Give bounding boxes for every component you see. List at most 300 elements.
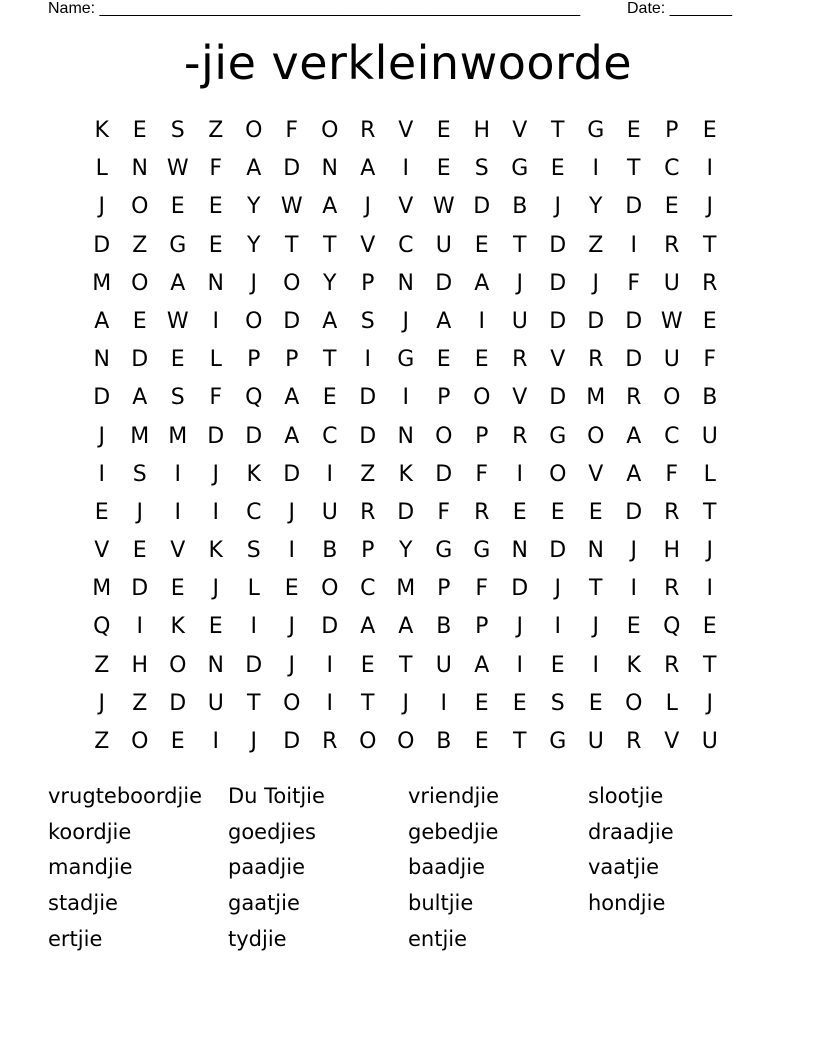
grid-letter[interactable]: I <box>402 156 410 182</box>
grid-letter[interactable]: E <box>474 729 490 754</box>
grid-letter[interactable]: D <box>549 232 567 258</box>
grid-letter[interactable]: K <box>626 652 642 678</box>
grid-letter[interactable]: K <box>208 538 224 564</box>
grid-letter[interactable]: C <box>664 423 680 449</box>
grid-letter[interactable]: N <box>587 538 605 564</box>
grid-letter[interactable]: T <box>703 652 717 678</box>
grid-letter[interactable]: Q <box>663 614 681 640</box>
grid-letter[interactable]: P <box>361 270 375 296</box>
grid-letter[interactable]: G <box>549 423 567 449</box>
grid-letter[interactable]: T <box>703 232 717 258</box>
grid-letter[interactable]: J <box>706 194 714 220</box>
word-list-item: tydjie <box>228 926 287 951</box>
grid-letter[interactable]: Q <box>245 385 263 411</box>
grid-letter[interactable]: I <box>326 690 334 716</box>
grid-letter[interactable]: J <box>402 690 410 716</box>
grid-letter[interactable]: Z <box>94 652 110 678</box>
grid-letter[interactable]: E <box>626 118 642 143</box>
grid-letter[interactable]: E <box>132 118 148 143</box>
grid-letter[interactable]: A <box>322 308 338 334</box>
grid-letter[interactable]: J <box>592 614 600 640</box>
grid-letter[interactable]: Y <box>399 538 413 564</box>
grid-letter[interactable]: E <box>322 385 338 411</box>
grid-letter[interactable]: A <box>360 614 376 640</box>
grid-letter[interactable]: V <box>588 461 604 487</box>
grid-letter[interactable]: F <box>703 347 717 373</box>
grid-letter[interactable]: W <box>166 308 190 334</box>
grid-letter[interactable]: J <box>554 576 562 602</box>
grid-letter[interactable]: M <box>130 423 150 449</box>
grid-letter[interactable]: T <box>361 690 375 716</box>
grid-letter[interactable]: R <box>664 232 680 258</box>
page-title: -jie verkleinwoorde <box>183 36 633 90</box>
grid-letter[interactable]: J <box>98 690 106 716</box>
grid-letter[interactable]: S <box>170 118 186 143</box>
grid-letter[interactable]: L <box>247 576 261 602</box>
grid-letter[interactable]: I <box>136 614 144 640</box>
grid-letter[interactable]: D <box>511 576 529 602</box>
grid-letter[interactable]: A <box>360 156 376 182</box>
grid-letter[interactable]: E <box>702 118 718 143</box>
grid-letter[interactable]: P <box>475 614 489 640</box>
grid-letter[interactable]: K <box>398 461 414 487</box>
grid-letter[interactable]: D <box>625 308 643 334</box>
grid-letter[interactable]: D <box>283 461 301 487</box>
grid-letter[interactable]: F <box>665 461 679 487</box>
grid-letter[interactable]: Z <box>588 232 604 258</box>
grid-letter[interactable]: O <box>473 385 491 411</box>
grid-letter[interactable]: D <box>93 385 111 411</box>
grid-letter[interactable]: D <box>359 423 377 449</box>
grid-letter[interactable]: Y <box>589 194 603 220</box>
grid-letter[interactable]: G <box>473 538 491 564</box>
grid-letter[interactable]: E <box>132 538 148 564</box>
grid-letter[interactable]: O <box>663 385 681 411</box>
grid-letter[interactable]: N <box>131 156 149 182</box>
grid-letter[interactable]: J <box>706 538 714 564</box>
grid-letter[interactable]: V <box>94 538 110 564</box>
grid-letter[interactable]: E <box>702 308 718 334</box>
grid-letter[interactable]: J <box>516 270 524 296</box>
grid-letter[interactable]: E <box>170 347 186 373</box>
grid-letter[interactable]: U <box>587 729 605 754</box>
grid-letter[interactable]: J <box>212 576 220 602</box>
grid-letter[interactable]: T <box>627 156 641 182</box>
grid-letter[interactable]: Y <box>247 232 261 258</box>
grid-letter[interactable]: J <box>554 194 562 220</box>
grid-letter[interactable]: M <box>168 423 188 449</box>
grid-letter[interactable]: K <box>246 461 262 487</box>
grid-letter[interactable]: J <box>136 499 144 525</box>
grid-letter[interactable]: I <box>212 729 220 754</box>
grid-letter[interactable]: H <box>473 118 491 143</box>
grid-letter[interactable]: T <box>589 576 603 602</box>
grid-letter[interactable]: A <box>284 385 300 411</box>
grid-letter[interactable]: H <box>131 652 149 678</box>
grid-letter[interactable]: N <box>321 156 339 182</box>
grid-letter[interactable]: D <box>283 308 301 334</box>
grid-letter[interactable]: G <box>549 729 567 754</box>
grid-letter[interactable]: I <box>326 461 334 487</box>
grid-letter[interactable]: R <box>626 729 642 754</box>
grid-letter[interactable]: S <box>550 690 566 716</box>
grid-letter[interactable]: G <box>511 156 529 182</box>
grid-letter[interactable]: U <box>511 308 529 334</box>
grid-letter[interactable]: R <box>474 499 490 525</box>
grid-letter[interactable]: T <box>323 232 337 258</box>
grid-letter[interactable]: O <box>625 690 643 716</box>
grid-letter[interactable]: V <box>398 194 414 220</box>
grid-letter[interactable]: J <box>288 652 296 678</box>
grid-letter[interactable]: J <box>630 538 638 564</box>
grid-letter[interactable]: C <box>360 576 376 602</box>
grid-letter[interactable]: B <box>322 538 338 564</box>
grid-letter[interactable]: K <box>94 118 110 143</box>
grid-letter[interactable]: I <box>706 576 714 602</box>
grid-letter[interactable]: O <box>131 729 149 754</box>
grid-letter[interactable]: I <box>326 652 334 678</box>
grid-letter[interactable]: S <box>170 385 186 411</box>
word-list-item: vaatjie <box>588 855 659 880</box>
word-search-grid <box>83 112 729 761</box>
grid-letter[interactable]: E <box>588 499 604 525</box>
grid-letter[interactable]: E <box>474 690 490 716</box>
grid-letter[interactable]: E <box>436 118 452 143</box>
grid-letter[interactable]: Y <box>323 270 337 296</box>
grid-letter[interactable]: H <box>663 538 681 564</box>
grid-letter[interactable]: V <box>664 729 680 754</box>
grid-letter[interactable]: C <box>322 423 338 449</box>
grid-letter[interactable]: D <box>283 729 301 754</box>
grid-letter[interactable]: O <box>397 729 415 754</box>
grid-letter[interactable]: J <box>212 461 220 487</box>
grid-letter[interactable]: Z <box>208 118 224 143</box>
grid-letter[interactable]: I <box>478 308 486 334</box>
grid-letter[interactable]: E <box>436 347 452 373</box>
grid-letter[interactable]: D <box>245 652 263 678</box>
grid-letter[interactable]: D <box>169 690 187 716</box>
grid-letter[interactable]: I <box>364 347 372 373</box>
grid-letter[interactable]: L <box>665 690 679 716</box>
grid-letter[interactable]: D <box>625 194 643 220</box>
grid-letter[interactable]: U <box>701 423 719 449</box>
grid-letter[interactable]: S <box>132 461 148 487</box>
grid-letter[interactable]: F <box>285 118 299 143</box>
grid-letter[interactable]: S <box>360 308 376 334</box>
grid-letter[interactable]: L <box>95 156 109 182</box>
grid-letter[interactable]: F <box>475 461 489 487</box>
grid-letter[interactable]: J <box>288 499 296 525</box>
grid-letter[interactable]: I <box>592 156 600 182</box>
grid-letter[interactable]: D <box>473 194 491 220</box>
grid-letter[interactable]: D <box>549 385 567 411</box>
grid-letter[interactable]: E <box>132 308 148 334</box>
grid-letter[interactable]: F <box>209 156 223 182</box>
grid-letter[interactable]: V <box>170 538 186 564</box>
grid-letter[interactable]: O <box>587 423 605 449</box>
grid-letter[interactable]: E <box>170 194 186 220</box>
grid-letter[interactable]: G <box>169 232 187 258</box>
name-field-label[interactable]: Name: ______________________________________________________ <box>48 0 581 17</box>
grid-letter[interactable]: D <box>131 576 149 602</box>
grid-letter[interactable]: T <box>513 729 527 754</box>
grid-letter[interactable]: F <box>437 499 451 525</box>
grid-letter[interactable]: O <box>169 652 187 678</box>
grid-letter[interactable]: J <box>250 729 258 754</box>
grid-letter[interactable]: A <box>626 461 642 487</box>
grid-letter[interactable]: E <box>512 690 528 716</box>
grid-letter[interactable]: A <box>436 308 452 334</box>
grid-letter[interactable]: A <box>170 270 186 296</box>
grid-letter[interactable]: D <box>435 461 453 487</box>
grid-letter[interactable]: E <box>170 576 186 602</box>
grid-letter[interactable]: O <box>245 118 263 143</box>
grid-letter[interactable]: E <box>474 232 490 258</box>
grid-letter[interactable]: R <box>664 499 680 525</box>
grid-letter[interactable]: P <box>247 347 261 373</box>
grid-letter[interactable]: R <box>322 729 338 754</box>
grid-letter[interactable]: O <box>549 461 567 487</box>
grid-letter[interactable]: D <box>549 538 567 564</box>
grid-letter[interactable]: R <box>626 385 642 411</box>
grid-letter[interactable]: O <box>131 194 149 220</box>
grid-letter[interactable]: M <box>586 385 606 411</box>
grid-letter[interactable]: D <box>435 270 453 296</box>
word-list-item: entjie <box>408 926 468 951</box>
grid-letter[interactable]: U <box>207 690 225 716</box>
grid-letter[interactable]: O <box>435 423 453 449</box>
grid-letter[interactable]: E <box>512 499 528 525</box>
grid-letter[interactable]: O <box>283 690 301 716</box>
grid-letter[interactable]: V <box>360 232 376 258</box>
grid-letter[interactable]: P <box>437 385 451 411</box>
grid-letter[interactable]: E <box>588 690 604 716</box>
grid-letter[interactable]: Y <box>247 194 261 220</box>
grid-letter[interactable]: J <box>250 270 258 296</box>
grid-letter[interactable]: R <box>664 576 680 602</box>
grid-letter[interactable]: L <box>703 461 717 487</box>
grid-letter[interactable]: I <box>98 461 106 487</box>
grid-letter[interactable]: O <box>321 118 339 143</box>
grid-letter[interactable]: E <box>550 652 566 678</box>
grid-letter[interactable]: U <box>435 232 453 258</box>
grid-letter[interactable]: E <box>626 614 642 640</box>
grid-letter[interactable]: E <box>170 729 186 754</box>
grid-letter[interactable]: N <box>207 652 225 678</box>
grid-letter[interactable]: N <box>397 270 415 296</box>
grid-letter[interactable]: P <box>437 576 451 602</box>
grid-letter[interactable]: S <box>474 156 490 182</box>
grid-letter[interactable]: T <box>551 118 565 143</box>
grid-letter[interactable]: J <box>516 614 524 640</box>
grid-letter[interactable]: R <box>360 118 376 143</box>
grid-letter[interactable]: V <box>512 385 528 411</box>
grid-letter[interactable]: N <box>397 423 415 449</box>
grid-letter[interactable]: J <box>98 423 106 449</box>
grid-letter[interactable]: U <box>701 729 719 754</box>
grid-letter[interactable]: N <box>93 347 111 373</box>
grid-letter[interactable]: R <box>512 423 528 449</box>
grid-letter[interactable]: C <box>398 232 414 258</box>
grid-letter[interactable]: I <box>250 614 258 640</box>
grid-letter[interactable]: M <box>396 576 416 602</box>
grid-letter[interactable]: E <box>208 194 224 220</box>
grid-letter[interactable]: A <box>474 652 490 678</box>
grid-letter[interactable]: M <box>92 270 112 296</box>
grid-letter[interactable]: C <box>246 499 262 525</box>
grid-letter[interactable]: D <box>245 423 263 449</box>
grid-letter[interactable]: I <box>516 461 524 487</box>
grid-letter[interactable]: I <box>402 385 410 411</box>
grid-letter[interactable]: V <box>398 118 414 143</box>
grid-letter[interactable]: D <box>93 232 111 258</box>
grid-letter[interactable]: A <box>132 385 148 411</box>
grid-letter[interactable]: J <box>364 194 372 220</box>
grid-letter[interactable]: F <box>209 385 223 411</box>
grid-letter[interactable]: J <box>402 308 410 334</box>
grid-letter[interactable]: E <box>664 194 680 220</box>
grid-letter[interactable]: F <box>627 270 641 296</box>
grid-letter[interactable]: I <box>288 538 296 564</box>
grid-letter[interactable]: S <box>246 538 262 564</box>
grid-letter[interactable]: P <box>665 118 679 143</box>
word-list-item: gaatjie <box>228 891 300 916</box>
grid-letter[interactable]: I <box>630 232 638 258</box>
word-list-item: mandjie <box>48 855 133 880</box>
grid-letter[interactable]: O <box>245 308 263 334</box>
grid-letter[interactable]: E <box>474 347 490 373</box>
grid-letter[interactable]: B <box>702 385 718 411</box>
grid-letter[interactable]: O <box>283 270 301 296</box>
grid-letter[interactable]: M <box>92 576 112 602</box>
grid-letter[interactable]: I <box>592 652 600 678</box>
grid-letter[interactable]: A <box>474 270 490 296</box>
grid-letter[interactable]: T <box>247 690 261 716</box>
grid-letter[interactable]: E <box>702 614 718 640</box>
grid-letter[interactable]: I <box>706 156 714 182</box>
grid-letter[interactable]: E <box>360 652 376 678</box>
grid-letter[interactable]: R <box>664 652 680 678</box>
grid-letter[interactable]: Z <box>94 729 110 754</box>
grid-letter[interactable]: V <box>550 347 566 373</box>
grid-letter[interactable]: D <box>625 347 643 373</box>
grid-letter[interactable]: E <box>284 576 300 602</box>
grid-letter[interactable]: J <box>98 194 106 220</box>
grid-letter[interactable]: A <box>626 423 642 449</box>
grid-letter[interactable]: O <box>359 729 377 754</box>
grid-letter[interactable]: W <box>660 308 684 334</box>
grid-letter[interactable]: G <box>587 118 605 143</box>
grid-letter[interactable]: N <box>511 538 529 564</box>
grid-letter[interactable]: E <box>94 499 110 525</box>
grid-letter[interactable]: W <box>166 156 190 182</box>
grid-letter[interactable]: D <box>321 614 339 640</box>
grid-letter[interactable]: U <box>321 499 339 525</box>
grid-letter[interactable]: U <box>663 270 681 296</box>
grid-letter[interactable]: T <box>703 499 717 525</box>
grid-letter[interactable]: D <box>397 499 415 525</box>
grid-letter[interactable]: E <box>208 614 224 640</box>
grid-letter[interactable]: D <box>131 347 149 373</box>
grid-letter[interactable]: A <box>246 156 262 182</box>
grid-letter[interactable]: I <box>212 308 220 334</box>
date-field-label[interactable]: Date: _______ <box>627 0 732 17</box>
grid-letter[interactable]: C <box>664 156 680 182</box>
grid-letter[interactable]: B <box>512 194 528 220</box>
grid-letter[interactable]: T <box>323 347 337 373</box>
grid-letter[interactable]: A <box>284 423 300 449</box>
grid-letter[interactable]: I <box>516 652 524 678</box>
grid-letter[interactable]: I <box>440 690 448 716</box>
grid-letter[interactable]: U <box>435 652 453 678</box>
grid-letter[interactable]: T <box>399 652 413 678</box>
grid-letter[interactable]: A <box>94 308 110 334</box>
grid-letter[interactable]: E <box>436 156 452 182</box>
grid-letter[interactable]: U <box>663 347 681 373</box>
grid-letter[interactable]: I <box>554 614 562 640</box>
grid-letter[interactable]: Z <box>132 232 148 258</box>
grid-letter[interactable]: Z <box>360 461 376 487</box>
grid-letter[interactable]: P <box>475 423 489 449</box>
grid-letter[interactable]: R <box>512 347 528 373</box>
grid-letter[interactable]: D <box>549 270 567 296</box>
grid-letter[interactable]: D <box>625 499 643 525</box>
grid-letter[interactable]: B <box>436 614 452 640</box>
grid-letter[interactable]: T <box>513 232 527 258</box>
grid-letter[interactable]: W <box>432 194 456 220</box>
grid-letter[interactable]: Z <box>132 690 148 716</box>
grid-letter[interactable]: J <box>706 690 714 716</box>
grid-letter[interactable]: J <box>592 270 600 296</box>
grid-letter[interactable]: G <box>435 538 453 564</box>
grid-letter[interactable]: D <box>283 156 301 182</box>
grid-letter[interactable]: E <box>208 232 224 258</box>
grid-letter[interactable]: R <box>360 499 376 525</box>
grid-letter[interactable]: D <box>587 308 605 334</box>
grid-letter[interactable]: V <box>512 118 528 143</box>
grid-letter[interactable]: I <box>174 461 182 487</box>
grid-letter[interactable]: G <box>397 347 415 373</box>
grid-letter[interactable]: E <box>550 156 566 182</box>
grid-letter[interactable]: R <box>702 270 718 296</box>
grid-letter[interactable]: W <box>280 194 304 220</box>
grid-letter[interactable]: P <box>361 538 375 564</box>
word-list-item: paadjie <box>228 855 305 880</box>
grid-letter[interactable]: I <box>212 499 220 525</box>
word-list-item: slootjie <box>588 784 664 808</box>
grid-letter[interactable]: D <box>359 385 377 411</box>
grid-letter[interactable]: J <box>288 614 296 640</box>
grid-letter[interactable]: D <box>207 423 225 449</box>
grid-letter[interactable]: N <box>207 270 225 296</box>
grid-letter[interactable]: B <box>436 729 452 754</box>
grid-letter[interactable]: L <box>209 347 223 373</box>
grid-letter[interactable]: Q <box>93 614 111 640</box>
grid-letter[interactable]: E <box>550 499 566 525</box>
grid-letter[interactable]: A <box>322 194 338 220</box>
grid-letter[interactable]: T <box>285 232 299 258</box>
grid-letter[interactable]: K <box>170 614 186 640</box>
grid-letter[interactable]: A <box>398 614 414 640</box>
grid-letter[interactable]: I <box>630 576 638 602</box>
grid-letter[interactable]: P <box>285 347 299 373</box>
grid-letter[interactable]: I <box>174 499 182 525</box>
grid-letter[interactable]: D <box>549 308 567 334</box>
grid-letter[interactable]: O <box>321 576 339 602</box>
grid-letter[interactable]: F <box>475 576 489 602</box>
grid-letter[interactable]: R <box>588 347 604 373</box>
grid-letter[interactable]: O <box>131 270 149 296</box>
